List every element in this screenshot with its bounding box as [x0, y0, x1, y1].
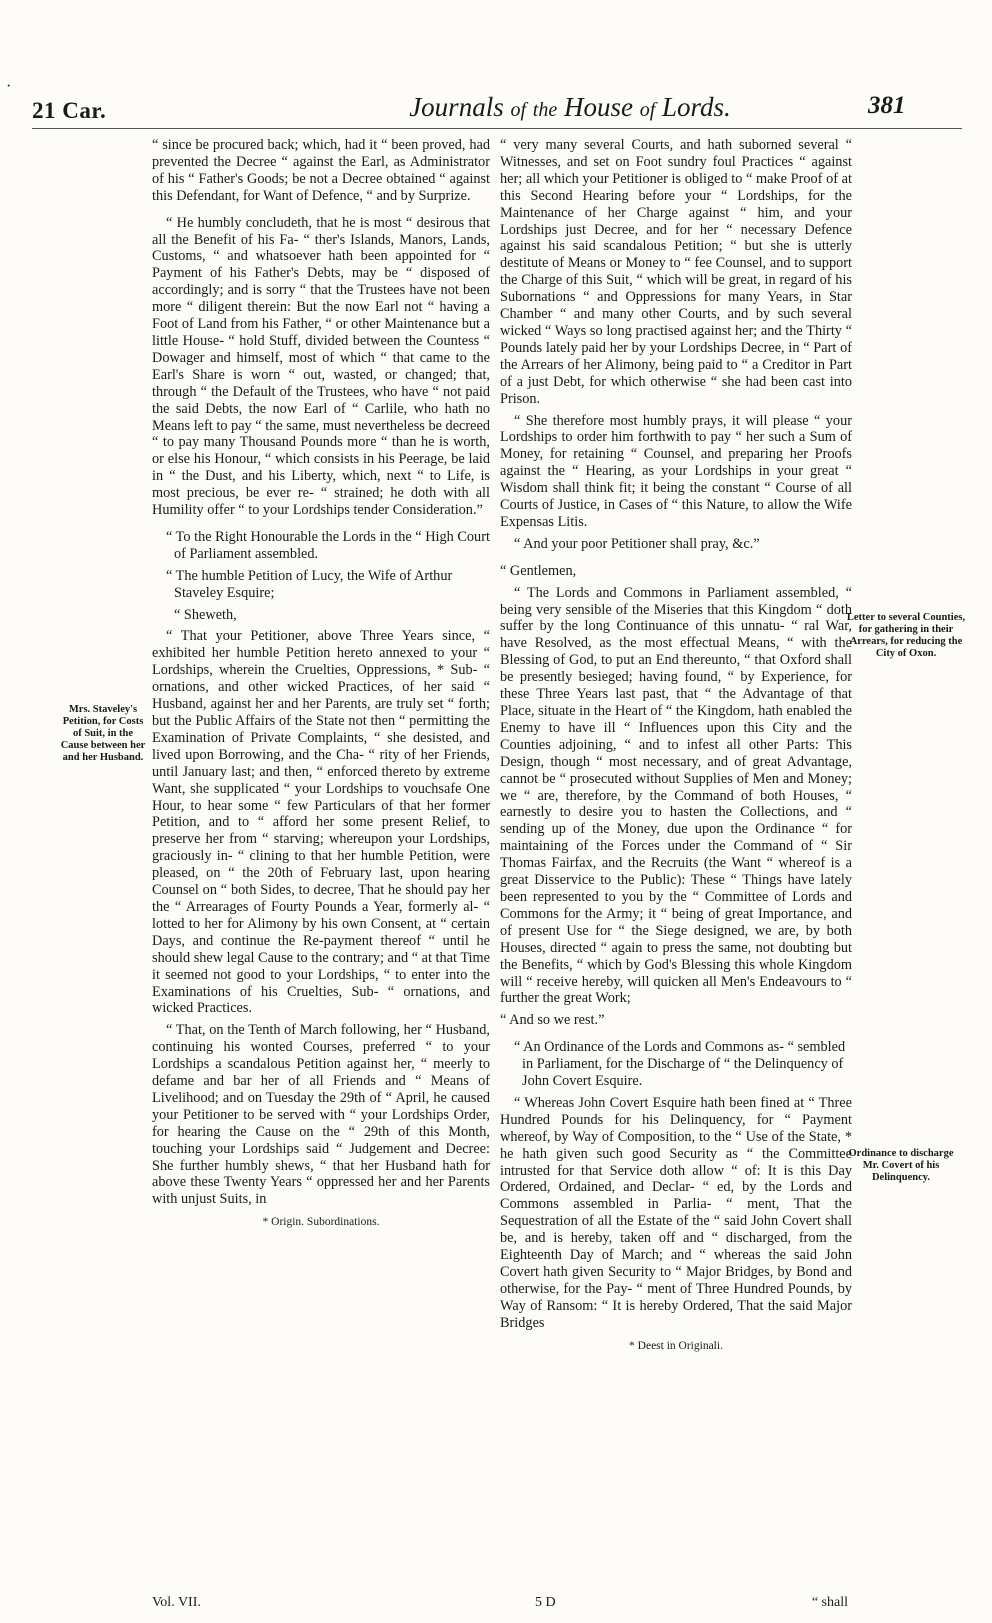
title-the: the [532, 99, 558, 121]
paragraph: “ He humbly concludeth, that he is most “ desirous that all the Benefit of his Fa- “ ther's Islands, Manors, Lands, Customs, “ and whatsoever hath been appointed for “ Payment of his Father's Debts, may be “ disposed of accordingly; and is sorry “ that the Trustees have not been more “ diligent therein: But the now Earl not “ having a Foot of Land from his Father, “ or other Maintenance but a little House- “ hold Stuff, divided between the Countess “ Dowager and himself, most of which “ that came to the Earl's Share is worn “ out, wasted, or changed; that, through “ the Default of the Trustees, who have “ not paid the said Debts, the now Earl of “ Carlile, who hath no Means left to pay “ the same, must nevertheless be decreed “ to pay many Thousand Pounds more “ than he is worth, or else his Honour, “ which consists in his Peerage, be laid in “ the Dust, and his Liberty, which, next “ to Life, is most precious, be ever re- “ strained; he doth with all Humility offer “ to your Lordships tender Consideration.” [152, 214, 490, 519]
title-journals: Journals [409, 92, 504, 122]
paragraph: “ And your poor Petitioner shall pray, &c.” [514, 535, 760, 552]
volume-label: Vol. VII. [152, 1595, 201, 1610]
paragraph: “ Whereas John Covert Esquire hath been fined at “ Three Hundred Pounds for his Delinquency, for “ Payment whereof, by Way of Composition, to the “ Use of the State, * he hath given such good Security as “ the Committee intrusted for that Service doth allow “ of: It is this Day Ordered, Ordained, and Declar- “ ed, by the Lords and Commons assembled in Parlia- “ ment, That the Sequestration of all the Estate of the “ said John Covert shall be, and is hereby, taken off and “ discharged, from the Eighteenth Day of March; and “ whereas the said John Covert hath given Security to “ Major Bridges, by Bond and otherwise, for the Pay- “ ment of Three Hundred Pounds, by Way of Ransom: “ It is hereby Ordered, That the said Major Bridges [500, 1094, 852, 1331]
sheweth: “ Sheweth, [174, 606, 237, 623]
page-number: 381 [868, 92, 906, 119]
footnote: * Deest in Originali. [629, 1339, 723, 1352]
running-title [290, 92, 850, 123]
title-house: House [563, 92, 633, 122]
ordinance-title: “ An Ordinance of the Lords and Commons as- “ sembled in Parliament, for the Discharge of “ the Delinquency of John Covert Esquire. [514, 1039, 846, 1090]
regnal-year: 21 Car. [32, 98, 107, 123]
page-speck: · [6, 78, 12, 95]
catchword: “ shall [811, 1595, 848, 1610]
paragraph: “ very many several Courts, and hath suborned several “ Witnesses, and set on Foot sundry foul Practices “ against her; all which your Petitioner is obliged to “ make Proof of at this Second Hearing before your “ Lordships, for the Maintenance of her Charge against “ him, and your Lordships just Decree, and for her “ necessary Defence against his said scandalous Petition; “ but she is utterly destitute of Means or Money to “ fee Counsel, and to support the Charge of this Suit, “ which will be great, in regard of his Subornations “ and Oppressions for many Years, in Star Chamber “ and many other Courts, and by such several wicked “ Ways so long practised against her; and the Thirty “ Pounds lately paid her by your Lordships Decree, in “ Part of the Arrears of her Alimony, being paid to “ a Creditor in Part of a just Debt, for which otherwise “ she had been cast into Prison. [500, 137, 852, 407]
margin-note-staveley: Mrs. Staveley's Petition, for Costs of Suit, in the Cause between her and her Husband. [60, 704, 146, 763]
petition-title: “ The humble Petition of Lucy, the Wife of Arthur Staveley Esquire; [166, 567, 453, 601]
title-lords: Lords. [662, 92, 731, 122]
right-column [500, 137, 852, 1355]
footnote: * Origin. Subordinations. [262, 1216, 380, 1229]
salutation: “ Gentlemen, [500, 562, 577, 579]
title-of: of [510, 99, 527, 121]
title-of-2: of [639, 99, 656, 121]
header-rule [32, 128, 962, 129]
signature-mark: 5 D [535, 1595, 556, 1610]
petition-address: “ To the Right Honourable the Lords in the “ High Court of Parliament assembled. [166, 528, 490, 562]
margin-note-letter: Letter to several Counties, for gathering in their Arrears, for reducing the City of Oxon. [846, 612, 966, 659]
margin-note-ordinance: Ordinance to discharge Mr. Covert of his Delinquency. [848, 1148, 954, 1183]
paragraph: “ That your Petitioner, above Three Years since, “ exhibited her humble Petition hereto annexed to your “ Lordships, wherein the Cruelties, Oppressions, * Sub- “ ornations, and other wicked Practices, of her said “ Husband, against her and her Parents, are truly set “ forth; but the Public Affairs of the State not then “ permitting the Examination of Private Complaints, “ she desisted, and lived upon Borrowing, and the Cha- “ rity of her Friends, until January last; and then, “ enforced thereto by extreme Want, she supplicated “ your Lordships to vouchsafe One Hour, to hear some “ few Particulars of that her former Petition, and to “ afford her some present Relief, to preserve her from “ starving; whereupon your Lordships, graciously in- “ clining to that her humble Petition, were pleased, on “ the 20th of February last, upon hearing Counsel on “ both Sides, to decree, That he should pay her the “ Arrearages of Fourty Pounds a Year, formerly al- “ lotted to her for Alimony by his own Consent, at “ certain Days, and continue the Re-payment thereof “ until he should shew legal Cause to the contrary; and “ at that Time it seemed not good to your Lordships, “ to enter into the Examinations of his Cruelties, Sub- “ ornations, and wicked Practices. [152, 628, 490, 1017]
paragraph: “ That, on the Tenth of March following, her “ Husband, continuing his wonted Courses, preferred “ to your Lordships a scandalous Petition against her, “ meerly to defame and bar her of all Friends and “ Means of Livelihood; and on Tuesday the 29th of “ April, he caused your Petitioner to be served with “ your Lordships Order, for hearing the Cause on the “ 29th of this Month, touching your Lordships said “ Judgement and Decree: She further humbly shews, “ that her Husband hath for above these Twenty Years “ oppressed her and her Parents with unjust Suits, in [152, 1022, 490, 1208]
left-column [152, 137, 490, 1231]
paragraph: “ She therefore most humbly prays, it will please “ your Lordships to order him forthwith to pay “ her such a Sum of Money, for retaining “ Counsel, and preparing her Proofs against the “ Hearing, as your Lordships in your great “ Wisdom shall think fit; it being the constant “ Course of all Courts of Justice, in Cases of “ this Nature, to allow the Wife Expensas Litis. [500, 412, 852, 530]
paragraph: “ since be procured back; which, had it “ been proved, had prevented the Decree “ against the Earl, as Administrator of his “ Father's Goods; be not a Decree obtained “ against this Defendant, for Want of Defence, “ and by Surprize. [152, 137, 490, 204]
paragraph: “ The Lords and Commons in Parliament assembled, “ being very sensible of the Miseries that this Kingdom “ doth suffer by the long Continuance of this unnatu- “ ral War, have Resolved, as the most effectual Means, “ with the Blessing of God, to put an End thereunto, “ that Oxford shall be presently besieged; having found, “ by Experience, for these Three Years last past, that “ the Advantage of that Place, situate in the Heart of “ the Kingdom, hath enabled the Enemy to have ill “ Influences upon this City and the Counties adjoining, “ and to infest all other Parts: This Design, though “ most necessary, and of great Advantage, cannot be “ prosecuted without Supplies of Men and Money; we “ are, therefore, by the Command of both Houses, “ earnestly to desire you to hasten the Collections, and “ sending up of the Money, due upon the Ordinance “ for maintaining of the Forces under the Command of “ Sir Thomas Fairfax, and the Recruits (the Want “ whereof is a great Disservice to the Public): These “ Things have lately been represented to you by the “ Committee of Lords and Commons for the Army; it “ being of great Importance, and of present Use for “ the Siege designed, we are, by both Houses, directed “ again to press the same, not doubting but the Benefits, “ which by God's Blessing this whole Kingdom will “ receive hereby, will quicken all Men's Endeavours to “ further the great Work; [500, 584, 852, 1007]
closing: “ And so we rest.” [500, 1012, 605, 1029]
